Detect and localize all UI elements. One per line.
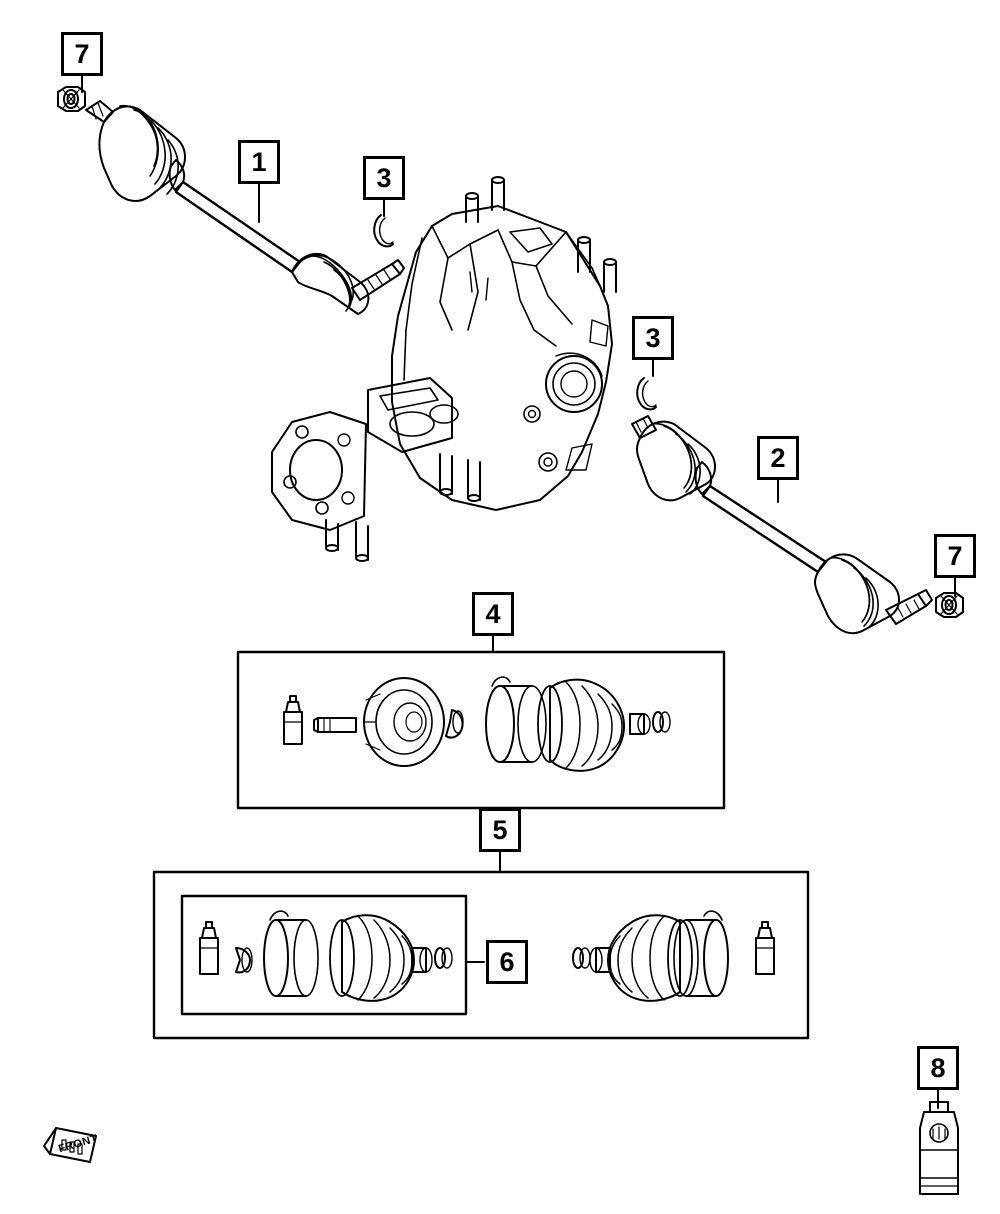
part-snap-ring-left xyxy=(374,215,393,246)
callout-2[interactable] xyxy=(757,436,799,480)
callout-label: 3 xyxy=(376,162,392,193)
callout-label: 8 xyxy=(930,1052,946,1083)
callout-8[interactable] xyxy=(917,1046,959,1090)
callout-label: 7 xyxy=(947,540,963,571)
callout-label: 5 xyxy=(492,814,508,845)
part-differential-housing xyxy=(272,177,616,561)
callout-3-left[interactable] xyxy=(363,156,405,200)
part-hub-nut-right xyxy=(936,593,963,617)
callout-4[interactable] xyxy=(472,592,514,636)
part-kit-box-5-contents xyxy=(573,911,774,1001)
callout-3-right[interactable] xyxy=(632,316,674,360)
part-kit-box-4 xyxy=(238,652,724,808)
callout-label: 2 xyxy=(770,442,786,473)
callout-label: 6 xyxy=(499,946,515,977)
part-snap-ring-right xyxy=(637,378,656,409)
callout-label: 7 xyxy=(74,38,90,69)
callout-7-left[interactable] xyxy=(61,32,103,76)
part-lubricant-bottle xyxy=(920,1102,958,1194)
part-kit-box-6 xyxy=(182,896,466,1014)
callout-5[interactable] xyxy=(479,808,521,852)
callout-7-right[interactable] xyxy=(934,534,976,578)
callout-label: 3 xyxy=(645,322,661,353)
callout-1[interactable] xyxy=(238,140,280,184)
part-hub-nut-left xyxy=(58,87,85,111)
part-half-shaft-left xyxy=(86,101,404,314)
front-arrow-label: FRONT xyxy=(57,1132,100,1156)
callout-6[interactable] xyxy=(486,940,528,984)
callout-label: 4 xyxy=(485,598,501,629)
callout-label: 1 xyxy=(251,146,267,177)
